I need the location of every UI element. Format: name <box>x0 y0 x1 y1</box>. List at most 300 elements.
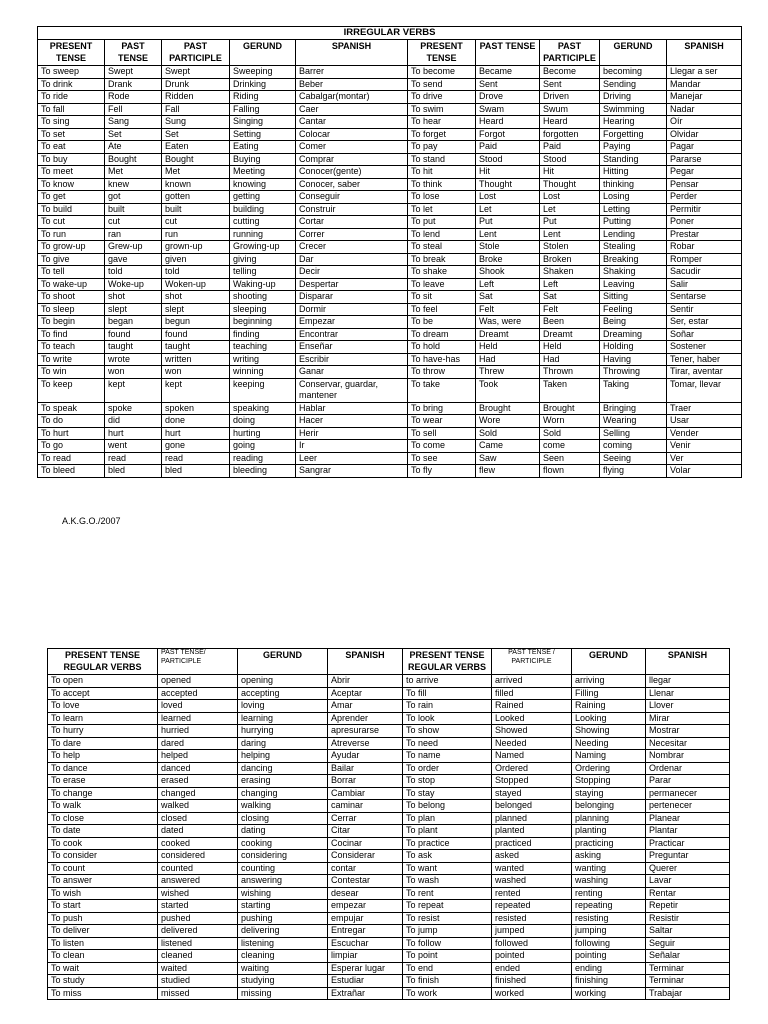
table-cell: Poner <box>667 216 742 229</box>
table-cell: To ride <box>38 91 105 104</box>
table-cell: Hablar <box>296 402 408 415</box>
table-cell: read <box>105 452 162 465</box>
table-cell: To read <box>38 452 105 465</box>
table-cell: Dreaming <box>600 328 667 341</box>
table-cell: To take <box>408 378 476 402</box>
table-cell: To sell <box>408 427 476 440</box>
table-cell: To study <box>48 975 158 988</box>
table-cell: hurried <box>158 725 238 738</box>
table-cell: Pagar <box>667 141 742 154</box>
table-cell: Swept <box>105 66 162 79</box>
table-cell: Took <box>476 378 540 402</box>
table-cell: Hearing <box>600 116 667 129</box>
table-cell: permanecer <box>646 787 730 800</box>
table-cell: To have-has <box>408 353 476 366</box>
table-cell: Leaving <box>600 278 667 291</box>
table-cell: To repeat <box>403 900 492 913</box>
irregular-verbs-table <box>37 26 742 478</box>
table-cell: wanting <box>572 862 646 875</box>
table-cell: Tomar, llevar <box>667 378 742 402</box>
table-row <box>48 962 730 975</box>
table-cell: Became <box>476 66 540 79</box>
column-header-present-tense-regular-verbs: PRESENT TENSE REGULAR VERBS <box>403 649 492 675</box>
table-cell: Forgetting <box>600 128 667 141</box>
table-cell: To shoot <box>38 291 105 304</box>
table-cell: To listen <box>48 937 158 950</box>
table-cell: Stole <box>476 241 540 254</box>
table-row <box>38 141 742 154</box>
table-cell: Being <box>600 316 667 329</box>
table-cell: listened <box>158 937 238 950</box>
table-cell: To speak <box>38 402 105 415</box>
table-cell: beginning <box>230 316 296 329</box>
table-cell: Ayudar <box>328 750 403 763</box>
table-row <box>38 465 742 478</box>
table-row <box>48 850 730 863</box>
table-cell: pushing <box>238 912 328 925</box>
table-cell: To swim <box>408 103 476 116</box>
table-cell: To end <box>403 962 492 975</box>
table-cell: arriving <box>572 675 646 688</box>
table-cell: Colocar <box>296 128 408 141</box>
table-cell: To hurry <box>48 725 158 738</box>
table-row <box>38 427 742 440</box>
table-cell: planting <box>572 825 646 838</box>
table-cell: Woke-up <box>105 278 162 291</box>
table-cell: To do <box>38 415 105 428</box>
table-cell: kept <box>162 378 230 402</box>
table-cell: Enseñar <box>296 341 408 354</box>
table-cell: Sentarse <box>667 291 742 304</box>
table-cell: writing <box>230 353 296 366</box>
table-cell: Sold <box>540 427 600 440</box>
table-row <box>48 800 730 813</box>
table-cell: Volar <box>667 465 742 478</box>
table-cell: Entregar <box>328 925 403 938</box>
table-cell: Had <box>476 353 540 366</box>
table-cell: To forget <box>408 128 476 141</box>
table-row <box>38 415 742 428</box>
table-cell: Barrer <box>296 66 408 79</box>
table-cell: To plan <box>403 812 492 825</box>
table-cell: filled <box>492 687 572 700</box>
table-cell: To show <box>403 725 492 738</box>
table-cell: Pegar <box>667 166 742 179</box>
table-cell: caminar <box>328 800 403 813</box>
table-row <box>48 912 730 925</box>
table-cell: practiced <box>492 837 572 850</box>
table-cell: Heard <box>540 116 600 129</box>
table-cell: opening <box>238 675 328 688</box>
table-row <box>48 687 730 700</box>
table-cell: To dare <box>48 737 158 750</box>
table-cell: Leer <box>296 452 408 465</box>
table-cell: changing <box>238 787 328 800</box>
table-cell: Cabalgar(montar) <box>296 91 408 104</box>
table-row <box>48 750 730 763</box>
table-row <box>38 402 742 415</box>
table-cell: asked <box>492 850 572 863</box>
table-cell: Drove <box>476 91 540 104</box>
table-cell: delivering <box>238 925 328 938</box>
table-cell: To follow <box>403 937 492 950</box>
table-row <box>48 862 730 875</box>
table-cell: Came <box>476 440 540 453</box>
table-cell: Ver <box>667 452 742 465</box>
table-cell: cooked <box>158 837 238 850</box>
table-cell: Taken <box>540 378 600 402</box>
table-cell: Having <box>600 353 667 366</box>
table-cell: Dormir <box>296 303 408 316</box>
table-cell: Seeing <box>600 452 667 465</box>
table-cell: went <box>105 440 162 453</box>
table-cell: giving <box>230 253 296 266</box>
table-cell: Standing <box>600 153 667 166</box>
table-cell: To erase <box>48 775 158 788</box>
table-cell: To hear <box>408 116 476 129</box>
table-cell: Dar <box>296 253 408 266</box>
table-cell: staying <box>572 787 646 800</box>
table-row <box>38 128 742 141</box>
table-cell: winning <box>230 366 296 379</box>
table-cell: Had <box>540 353 600 366</box>
table-cell: To fly <box>408 465 476 478</box>
table-cell: Encontrar <box>296 328 408 341</box>
table-cell: Lost <box>476 191 540 204</box>
table-cell: Sold <box>476 427 540 440</box>
table-cell: Was, were <box>476 316 540 329</box>
table-cell: Stolen <box>540 241 600 254</box>
column-header-present-tense: PRESENT TENSE <box>38 40 105 66</box>
table-cell: Riding <box>230 91 296 104</box>
table-cell: flying <box>600 465 667 478</box>
table-cell: Bought <box>162 153 230 166</box>
table-cell: To consider <box>48 850 158 863</box>
table-cell: pertenecer <box>646 800 730 813</box>
table-cell: Needing <box>572 737 646 750</box>
table-row <box>38 452 742 465</box>
table-cell: To bleed <box>38 465 105 478</box>
table-cell: done <box>162 415 230 428</box>
table-row <box>48 875 730 888</box>
table-cell: To become <box>408 66 476 79</box>
table-row <box>48 812 730 825</box>
table-cell: built <box>162 203 230 216</box>
table-cell: Llenar <box>646 687 730 700</box>
table-cell: finished <box>492 975 572 988</box>
table-cell: planted <box>492 825 572 838</box>
table-cell: To know <box>38 178 105 191</box>
table-cell: To hurt <box>38 427 105 440</box>
column-header-gerund: GERUND <box>238 649 328 675</box>
table-cell: dating <box>238 825 328 838</box>
table-cell: To lend <box>408 228 476 241</box>
table-cell: Showed <box>492 725 572 738</box>
table-cell: To build <box>38 203 105 216</box>
table-cell: read <box>162 452 230 465</box>
table-cell: hurt <box>162 427 230 440</box>
table-cell: Necesitar <box>646 737 730 750</box>
table-cell: Resistir <box>646 912 730 925</box>
table-cell: Naming <box>572 750 646 763</box>
column-header-past-tense-participle: PAST TENSE / PARTICIPLE <box>492 649 572 675</box>
table-cell: washed <box>492 875 572 888</box>
table-cell: To stay <box>403 787 492 800</box>
table-cell: hurrying <box>238 725 328 738</box>
table-cell: told <box>162 266 230 279</box>
table-cell: apresurarse <box>328 725 403 738</box>
table-cell: Parar <box>646 775 730 788</box>
table-cell: walked <box>158 800 238 813</box>
table-cell: planning <box>572 812 646 825</box>
table-cell: Robar <box>667 241 742 254</box>
table-cell: Cerrar <box>328 812 403 825</box>
table-cell: Cocinar <box>328 837 403 850</box>
column-header-spanish: SPANISH <box>667 40 742 66</box>
table-cell: Drinking <box>230 78 296 91</box>
table-row <box>38 91 742 104</box>
table-cell: Pensar <box>667 178 742 191</box>
table-row <box>48 987 730 1000</box>
table-cell: forgotten <box>540 128 600 141</box>
table-cell: To fall <box>38 103 105 116</box>
table-row <box>38 440 742 453</box>
table-cell: limpiar <box>328 950 403 963</box>
table-cell: Ate <box>105 141 162 154</box>
table-cell: thinking <box>600 178 667 191</box>
table-cell: becoming <box>600 66 667 79</box>
table-cell: To keep <box>38 378 105 402</box>
table-cell: Rentar <box>646 887 730 900</box>
table-cell: Abrir <box>328 675 403 688</box>
table-cell: Sang <box>105 116 162 129</box>
column-header-past-tense: PAST TENSE <box>476 40 540 66</box>
table-cell: got <box>105 191 162 204</box>
table-cell: To count <box>48 862 158 875</box>
column-header-gerund: GERUND <box>600 40 667 66</box>
table-cell: Paid <box>476 141 540 154</box>
table-cell: wrote <box>105 353 162 366</box>
table-cell: To dance <box>48 762 158 775</box>
table-cell: Oír <box>667 116 742 129</box>
table-cell: gone <box>162 440 230 453</box>
table-cell: Borrar <box>328 775 403 788</box>
table-cell: To give <box>38 253 105 266</box>
table-cell: helped <box>158 750 238 763</box>
table-cell: To sing <box>38 116 105 129</box>
table-cell: flew <box>476 465 540 478</box>
table-cell: To send <box>408 78 476 91</box>
table-cell: Ser, estar <box>667 316 742 329</box>
table-row <box>48 937 730 950</box>
table-cell: Stopped <box>492 775 572 788</box>
table-cell: Preguntar <box>646 850 730 863</box>
table-cell: To help <box>48 750 158 763</box>
column-header-present-tense: PRESENT TENSE <box>408 40 476 66</box>
table-cell: Eating <box>230 141 296 154</box>
table-cell: wishing <box>238 887 328 900</box>
table-cell: Traer <box>667 402 742 415</box>
table-cell: Shook <box>476 266 540 279</box>
table-cell: To date <box>48 825 158 838</box>
table-cell: Brought <box>540 402 600 415</box>
table-cell: taught <box>162 341 230 354</box>
table-cell: Lavar <box>646 875 730 888</box>
table-cell: Herir <box>296 427 408 440</box>
table-cell: To open <box>48 675 158 688</box>
table-cell: Hitting <box>600 166 667 179</box>
table-cell: To set <box>38 128 105 141</box>
table-cell: cutting <box>230 216 296 229</box>
table-cell: Driven <box>540 91 600 104</box>
table-cell: Mandar <box>667 78 742 91</box>
table-cell: Seguir <box>646 937 730 950</box>
table-cell: Mirar <box>646 712 730 725</box>
table-cell: dated <box>158 825 238 838</box>
table-cell: cut <box>162 216 230 229</box>
table-cell: Sostener <box>667 341 742 354</box>
table-cell: Saw <box>476 452 540 465</box>
table-cell: Atreverse <box>328 737 403 750</box>
table-cell: To dream <box>408 328 476 341</box>
table-cell: ending <box>572 962 646 975</box>
table-cell: Sentir <box>667 303 742 316</box>
table-cell: danced <box>158 762 238 775</box>
author-credit: A.K.G.O./2007 <box>62 516 121 526</box>
table-cell: Paid <box>540 141 600 154</box>
table-row <box>48 700 730 713</box>
column-header-spanish: SPANISH <box>296 40 408 66</box>
table-cell: pointing <box>572 950 646 963</box>
table-cell: Ordered <box>492 762 572 775</box>
table-row <box>38 278 742 291</box>
table-cell: Swam <box>476 103 540 116</box>
table-cell: Stood <box>540 153 600 166</box>
table-cell: missing <box>238 987 328 1000</box>
table-cell: Señalar <box>646 950 730 963</box>
table-cell: To change <box>48 787 158 800</box>
table-cell: Correr <box>296 228 408 241</box>
table-cell: arrived <box>492 675 572 688</box>
table-cell: keeping <box>230 378 296 402</box>
table-cell: listening <box>238 937 328 950</box>
table-cell: Losing <box>600 191 667 204</box>
table-cell: closing <box>238 812 328 825</box>
table-cell: flown <box>540 465 600 478</box>
table-cell: To wish <box>48 887 158 900</box>
table-cell: taught <box>105 341 162 354</box>
table-cell: To drive <box>408 91 476 104</box>
table-cell: To get <box>38 191 105 204</box>
table-cell: To be <box>408 316 476 329</box>
table-cell: To bring <box>408 402 476 415</box>
table-row <box>48 787 730 800</box>
table-cell: Extrañar <box>328 987 403 1000</box>
table-cell: Lending <box>600 228 667 241</box>
table-cell: Querer <box>646 862 730 875</box>
table-cell: wished <box>158 887 238 900</box>
table-row <box>38 378 742 402</box>
table-cell: To sit <box>408 291 476 304</box>
table-cell: Conocer, saber <box>296 178 408 191</box>
table-cell: Estudiar <box>328 975 403 988</box>
table-cell: Forgot <box>476 128 540 141</box>
table-cell: belonging <box>572 800 646 813</box>
table-cell: counted <box>158 862 238 875</box>
table-cell: To sleep <box>38 303 105 316</box>
table-cell: studied <box>158 975 238 988</box>
table-cell: spoke <box>105 402 162 415</box>
table-cell: learned <box>158 712 238 725</box>
table-cell: knew <box>105 178 162 191</box>
table-cell: To find <box>38 328 105 341</box>
table-row <box>48 725 730 738</box>
table-cell: To learn <box>48 712 158 725</box>
table-cell: Tener, haber <box>667 353 742 366</box>
table-cell: Showing <box>572 725 646 738</box>
table-cell: Fell <box>105 103 162 116</box>
table-cell: began <box>105 316 162 329</box>
table-cell: accepting <box>238 687 328 700</box>
table-cell: To practice <box>403 837 492 850</box>
table-cell: Paying <box>600 141 667 154</box>
table-cell: Empezar <box>296 316 408 329</box>
table-cell: To clean <box>48 950 158 963</box>
table-cell: To work <box>403 987 492 1000</box>
table-cell: desear <box>328 887 403 900</box>
table-cell: To begin <box>38 316 105 329</box>
table-cell: Sweeping <box>230 66 296 79</box>
table-cell: To name <box>403 750 492 763</box>
table-cell: Plantar <box>646 825 730 838</box>
table-cell: Perder <box>667 191 742 204</box>
table-cell: did <box>105 415 162 428</box>
table-cell: dancing <box>238 762 328 775</box>
table-cell: Filling <box>572 687 646 700</box>
table-cell: Looked <box>492 712 572 725</box>
table-cell: To write <box>38 353 105 366</box>
table-cell: Left <box>540 278 600 291</box>
table-cell: Comprar <box>296 153 408 166</box>
table-cell: Looking <box>572 712 646 725</box>
table-cell: Named <box>492 750 572 763</box>
table-cell: begun <box>162 316 230 329</box>
table-cell: started <box>158 900 238 913</box>
table-cell: Repetir <box>646 900 730 913</box>
table-cell: Construir <box>296 203 408 216</box>
table-cell: To close <box>48 812 158 825</box>
table-cell: Saltar <box>646 925 730 938</box>
table-row <box>48 762 730 775</box>
table-cell: To pay <box>408 141 476 154</box>
table-cell: Practicar <box>646 837 730 850</box>
table-row <box>48 712 730 725</box>
table-cell: hurting <box>230 427 296 440</box>
table-cell: loved <box>158 700 238 713</box>
table-cell: To hit <box>408 166 476 179</box>
table-cell: Setting <box>230 128 296 141</box>
table-cell: Sitting <box>600 291 667 304</box>
table-cell: practicing <box>572 837 646 850</box>
table-row <box>38 353 742 366</box>
table-cell: To stand <box>408 153 476 166</box>
table-cell: Putting <box>600 216 667 229</box>
table-cell: To belong <box>403 800 492 813</box>
table-cell: To come <box>408 440 476 453</box>
table-cell: slept <box>162 303 230 316</box>
table-cell: To win <box>38 366 105 379</box>
table-cell: slept <box>105 303 162 316</box>
